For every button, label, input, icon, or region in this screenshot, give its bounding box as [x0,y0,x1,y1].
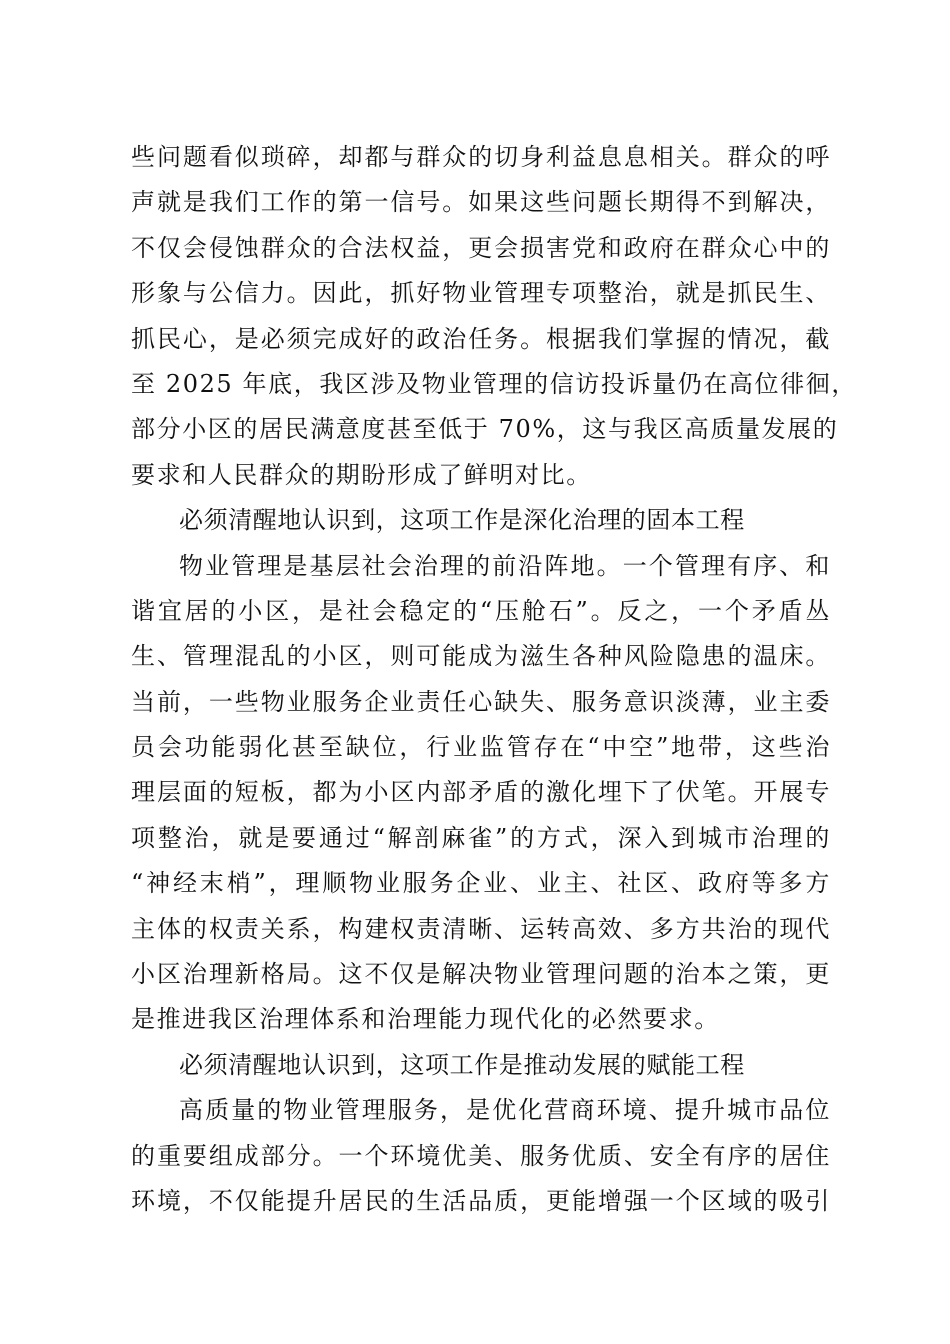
document-body [131,135,857,1224]
text-line: 不仅会侵蚀群众的合法权益，更会损害党和政府在群众心中的 [131,233,831,262]
text-line: 部分小区的居民满意度甚至低于 70%，这与我区高质量发展的 [131,415,839,444]
paragraph-3 [131,1088,831,1224]
paragraph-1 [131,135,857,498]
text-line: 抓民心，是必须完成好的政治任务。根据我们掌握的情况，截 [131,324,831,353]
text-line: 员会功能弱化甚至缺位，行业监管存在“中空”地带，这些治 [131,733,831,762]
text-line: 环境，不仅能提升居民的生活品质，更能增强一个区域的吸引 [131,1186,831,1215]
text-line: 是推进我区治理体系和治理能力现代化的必然要求。 [131,1005,720,1034]
text-line: 主体的权责关系，构建权责清晰、运转高效、多方共治的现代 [131,914,831,943]
text-line: 至 2025 年底，我区涉及物业管理的信访投诉量仍在高位徘徊， [131,369,857,398]
section-heading-1: 必须清醒地认识到，这项工作是深化治理的固本工程 [179,506,745,535]
section-heading-2: 必须清醒地认识到，这项工作是推动发展的赋能工程 [179,1050,745,1079]
text-line: 项整治，就是要通过“解剖麻雀”的方式，深入到城市治理的 [131,823,831,852]
text-line: 生、管理混乱的小区，则可能成为滋生各种风险隐患的温床。 [131,642,831,671]
text-line: 高质量的物业管理服务，是优化营商环境、提升城市品位 [179,1096,831,1125]
text-line: 理层面的短板，都为小区内部矛盾的激化埋下了伏笔。开展专 [131,778,831,807]
text-line: 谐宜居的小区，是社会稳定的“压舱石”。反之，一个矛盾丛 [131,596,831,625]
text-line: 的重要组成部分。一个环境优美、服务优质、安全有序的居住 [131,1141,831,1170]
paragraph-2 [131,544,831,1043]
text-line: 声就是我们工作的第一信号。如果这些问题长期得不到解决， [131,188,831,217]
text-line: 当前，一些物业服务企业责任心缺失、服务意识淡薄，业主委 [131,687,831,716]
text-line: 要求和人民群众的期盼形成了鲜明对比。 [131,460,592,489]
text-line: 物业管理是基层社会治理的前沿阵地。一个管理有序、和 [179,551,831,580]
text-line: “神经末梢”，理顺物业服务企业、业主、社区、政府等多方 [131,869,831,898]
text-line: 小区治理新格局。这不仅是解决物业管理问题的治本之策，更 [131,960,831,989]
text-line: 形象与公信力。因此，抓好物业管理专项整治，就是抓民生、 [131,279,831,308]
text-line: 些问题看似琐碎，却都与群众的切身利益息息相关。群众的呼 [131,143,831,171]
